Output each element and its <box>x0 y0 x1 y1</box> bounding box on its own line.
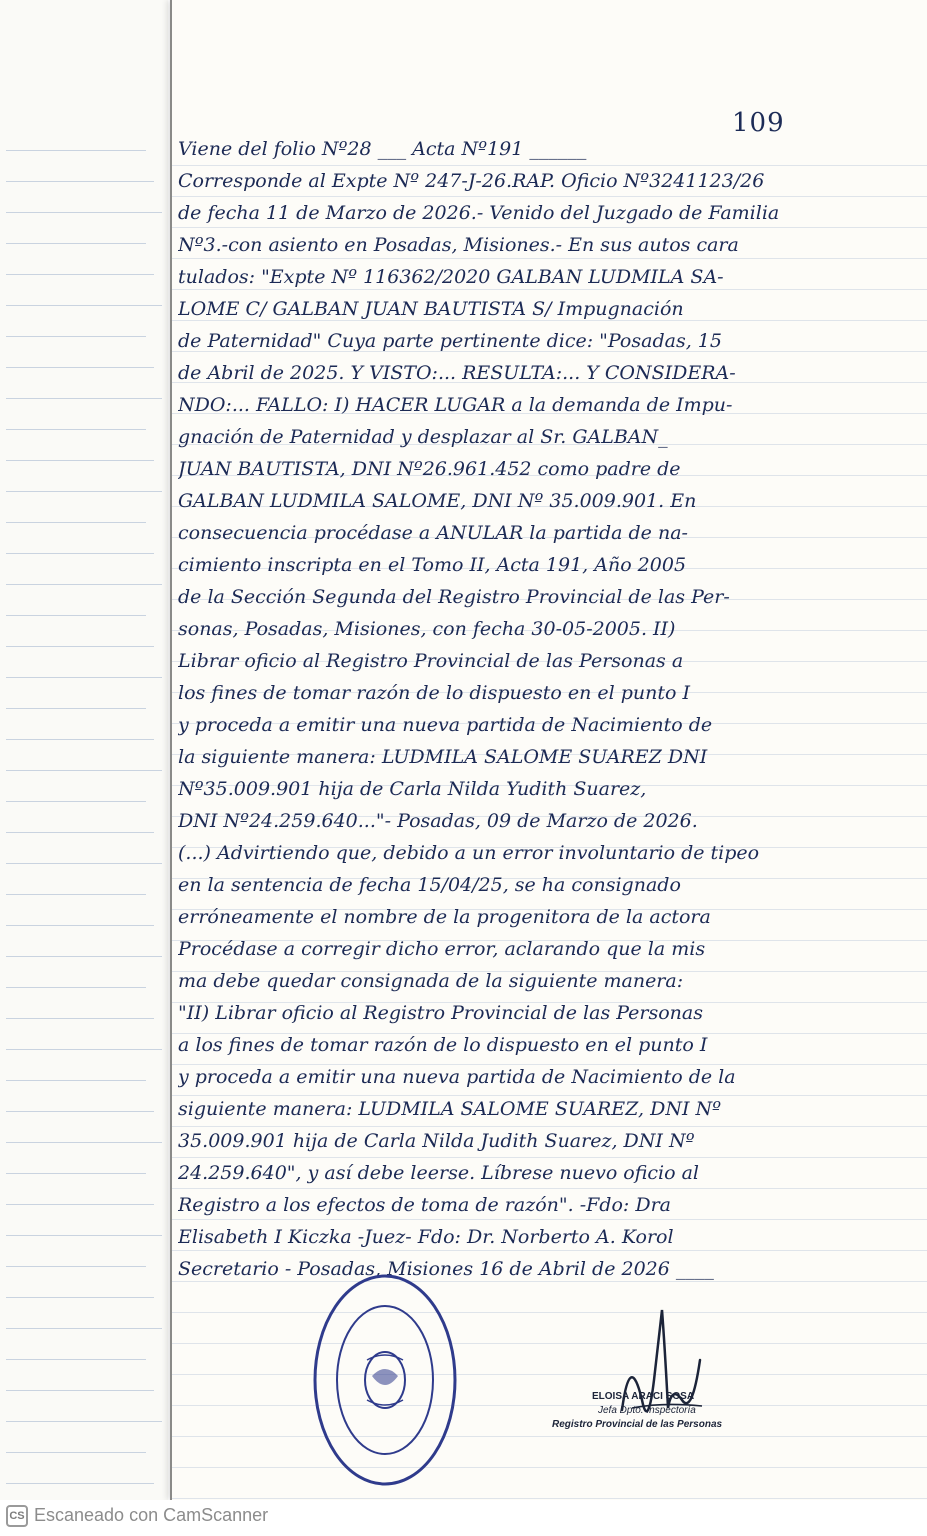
adjacent-ruled-line <box>6 274 154 275</box>
adjacent-ruled-line <box>6 460 154 461</box>
adjacent-ruled-line <box>6 1018 154 1019</box>
signature-caption <box>552 1390 752 1432</box>
camscanner-logo-icon: CS <box>6 1505 28 1527</box>
adjacent-ruled-line <box>6 212 162 213</box>
record-line: de Paternidad" Cuya parte pertinente dice: "Posadas, 15 <box>178 330 722 352</box>
record-line: LOME C/ GALBAN JUAN BAUTISTA S/ Impugnación <box>178 298 684 320</box>
ruled-line <box>172 1498 927 1499</box>
adjacent-ruled-line <box>6 925 154 926</box>
adjacent-ruled-line <box>6 1049 162 1050</box>
adjacent-ruled-line <box>6 832 154 833</box>
record-line: NDO:... FALLO: I) HACER LUGAR a la demanda de Impu- <box>178 394 733 416</box>
adjacent-ruled-line <box>6 801 146 802</box>
adjacent-ruled-line <box>6 181 154 182</box>
adjacent-ruled-line <box>6 150 146 151</box>
adjacent-ruled-line <box>6 770 162 771</box>
record-line: la siguiente manera: LUDMILA SALOME SUAREZ DNI <box>178 746 708 768</box>
record-line: Nº3.-con asiento en Posadas, Misiones.- En sus autos cara <box>178 234 739 256</box>
adjacent-ruled-line <box>6 646 154 647</box>
record-line: Librar oficio al Registro Provincial de las Personas a <box>178 650 684 672</box>
adjacent-ruled-line <box>6 863 162 864</box>
adjacent-ruled-line <box>6 429 146 430</box>
record-line: de Abril de 2025. Y VISTO:... RESULTA:... Y CONSIDERA- <box>178 362 736 384</box>
adjacent-ruled-line <box>6 367 154 368</box>
adjacent-ruled-line <box>6 1142 162 1143</box>
record-line: GALBAN LUDMILA SALOME, DNI Nº 35.009.901. En <box>178 490 697 512</box>
adjacent-ruled-line <box>6 398 162 399</box>
ledger-page <box>170 0 927 1500</box>
adjacent-ruled-line <box>6 894 146 895</box>
adjacent-ruled-line <box>6 1359 146 1360</box>
ruled-line <box>172 1374 927 1375</box>
record-line: JUAN BAUTISTA, DNI Nº26.961.452 como padre de <box>178 458 681 480</box>
adjacent-ruled-line <box>6 1080 146 1081</box>
ruled-line <box>172 1405 927 1406</box>
adjacent-ruled-line <box>6 584 162 585</box>
record-line: Registro a los efectos de toma de razón". -Fdo: Dra <box>178 1194 671 1216</box>
adjacent-ruled-line <box>6 522 146 523</box>
record-line: DNI Nº24.259.640..."- Posadas, 09 de Marzo de 2026. <box>178 810 698 832</box>
adjacent-ruled-line <box>6 615 146 616</box>
adjacent-ruled-line <box>6 708 146 709</box>
ruled-line <box>172 1467 927 1468</box>
record-line: siguiente manera: LUDMILA SALOME SUAREZ, DNI Nº <box>178 1098 722 1120</box>
watermark-text: Escaneado con CamScanner <box>34 1505 269 1525</box>
record-line: y proceda a emitir una nueva partida de Nacimiento de la <box>178 1066 736 1088</box>
adjacent-ruled-line <box>6 491 162 492</box>
adjacent-ruled-line <box>6 956 162 957</box>
adjacent-ruled-line <box>6 987 146 988</box>
record-line: en la sentencia de fecha 15/04/25, se ha consignado <box>178 874 681 896</box>
record-line: 24.259.640", y así debe leerse. Líbrese nuevo oficio al <box>178 1162 700 1184</box>
record-line: consecuencia procédase a ANULAR la partida de na- <box>178 522 688 544</box>
record-line: Secretario - Posadas, Misiones 16 de Abril de 2026 ____ <box>178 1258 714 1280</box>
scanner-watermark <box>0 1500 927 1536</box>
record-line: Viene del folio Nº28 ___ Acta Nº191 ______ <box>178 138 587 160</box>
signatory-name: ELOISA ARACI SOSA <box>592 1391 695 1402</box>
adjacent-ruled-line <box>6 739 154 740</box>
record-line: y proceda a emitir una nueva partida de Nacimiento de <box>178 714 713 736</box>
adjacent-ruled-line <box>6 243 146 244</box>
adjacent-ruled-line <box>6 336 146 337</box>
record-line: (...) Advirtiendo que, debido a un error involuntario de tipeo <box>178 842 760 864</box>
adjacent-ruled-line <box>6 305 162 306</box>
adjacent-ruled-line <box>6 1111 154 1112</box>
record-line: Corresponde al Expte Nº 247-J-26.RAP. Oficio Nº3241123/26 <box>178 170 765 192</box>
adjacent-ruled-line <box>6 1452 146 1453</box>
adjacent-ruled-line <box>6 1328 162 1329</box>
adjacent-ruled-line <box>6 1173 146 1174</box>
ruled-line <box>172 1436 927 1437</box>
ruled-line <box>172 1343 927 1344</box>
adjacent-ruled-line <box>6 677 162 678</box>
record-line: ma debe quedar consignada de la siguiente manera: <box>178 970 684 992</box>
folio-number: 109 <box>732 108 785 138</box>
record-line: gnación de Paternidad y desplazar al Sr. GALBAN_ <box>178 426 668 448</box>
ruled-line <box>172 1312 927 1313</box>
record-line: tulados: "Expte Nº 116362/2020 GALBAN LUDMILA SA- <box>178 266 724 288</box>
adjacent-ruled-line <box>6 1297 154 1298</box>
record-line: erróneamente el nombre de la progenitora de la actora <box>178 906 711 928</box>
adjacent-ruled-line <box>6 1204 154 1205</box>
record-line: sonas, Posadas, Misiones, con fecha 30-05-2005. II) <box>178 618 676 640</box>
adjacent-ruled-line <box>6 1390 154 1391</box>
record-line: los fines de tomar razón de lo dispuesto en el punto I <box>178 682 691 704</box>
adjacent-ruled-line <box>6 1421 162 1422</box>
record-line: cimiento inscripta en el Tomo II, Acta 191, Año 2005 <box>178 554 687 576</box>
adjacent-ruled-line <box>6 1266 146 1267</box>
adjacent-page <box>0 0 168 1536</box>
record-line: a los fines de tomar razón de lo dispuesto en el punto I <box>178 1034 708 1056</box>
record-line: "II) Librar oficio al Registro Provincial de las Personas <box>178 1002 703 1024</box>
adjacent-ruled-line <box>6 1483 154 1484</box>
registry-stamp-icon <box>310 1270 460 1490</box>
adjacent-ruled-line <box>6 1235 162 1236</box>
record-line: Elisabeth I Kiczka -Juez- Fdo: Dr. Norberto A. Korol <box>178 1226 674 1248</box>
record-line: Nº35.009.901 hija de Carla Nilda Yudith Suarez, <box>178 778 647 800</box>
record-line: Procédase a corregir dicho error, aclarando que la mis <box>178 938 706 960</box>
signatory-role: Jefa Dpto. Inspectoría <box>598 1405 696 1416</box>
signatory-office: Registro Provincial de las Personas <box>552 1419 723 1430</box>
record-line: de la Sección Segunda del Registro Provincial de las Per- <box>178 586 730 608</box>
record-line: 35.009.901 hija de Carla Nilda Judith Suarez, DNI Nº <box>178 1130 695 1152</box>
adjacent-ruled-line <box>6 553 154 554</box>
record-line: de fecha 11 de Marzo de 2026.- Venido del Juzgado de Familia <box>178 202 780 224</box>
handwritten-record <box>178 134 846 1286</box>
